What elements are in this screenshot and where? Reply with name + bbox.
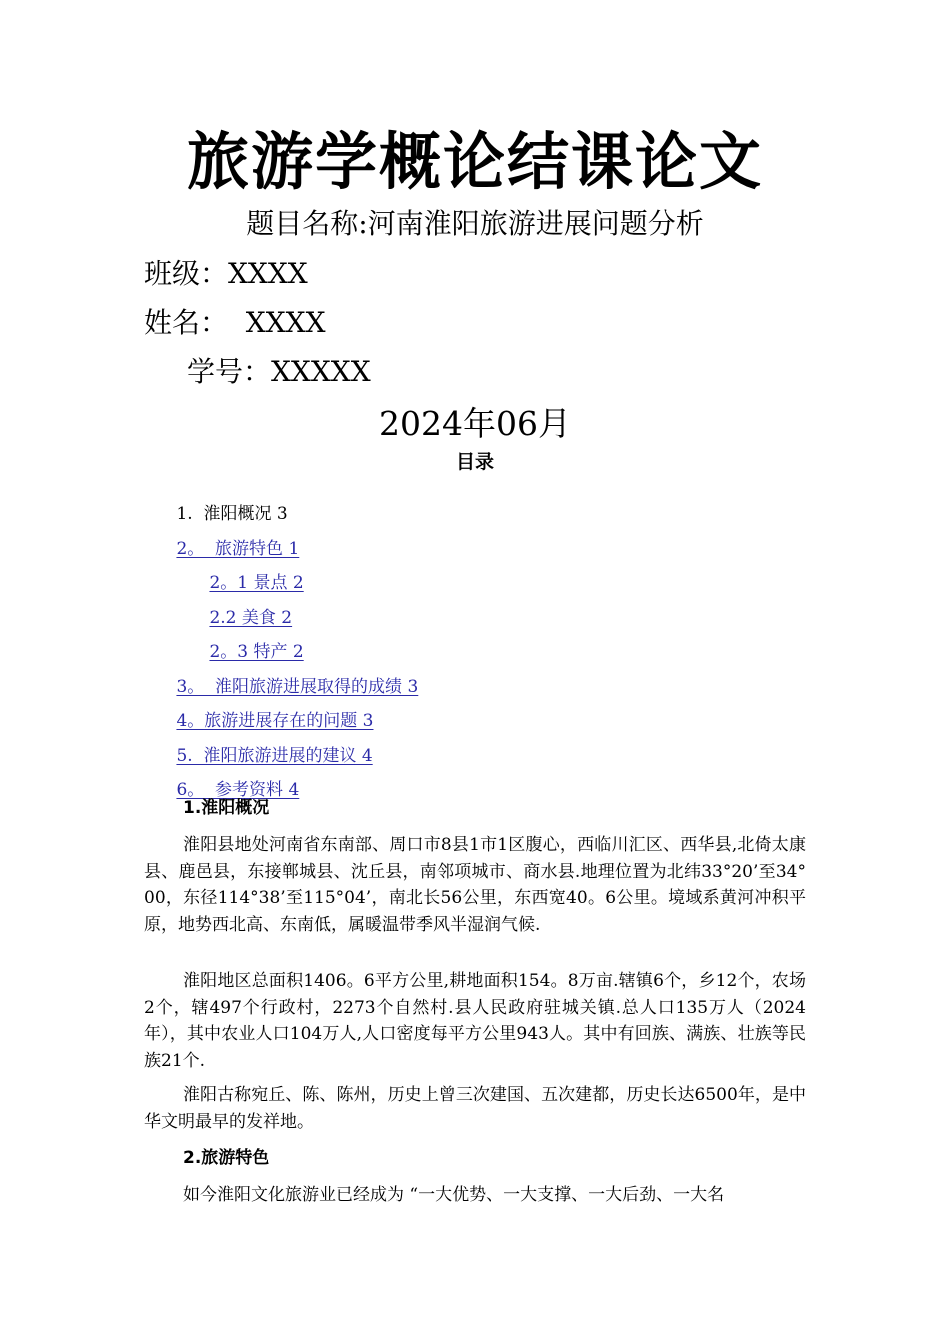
section-2-paragraph-1: 如今淮阳文化旅游业已经成为 “一大优势、一大支撑、一大后劲、一大名 xyxy=(183,1185,725,1205)
document-subtitle: 题目名称:河南淮阳旅游进展问题分析 xyxy=(246,207,704,240)
student-id-line: 学号：XXXXX xyxy=(187,355,371,388)
toc-link[interactable]: 2。 旅游特色 1 xyxy=(176,538,300,559)
section-heading-2: 2.旅游特色 xyxy=(183,1148,270,1168)
document-date: 2024年06月 xyxy=(379,404,571,443)
toc-link[interactable]: 2。1 景点 2 xyxy=(209,573,304,593)
toc-link[interactable]: 5. 淮阳旅游进展的建议 4 xyxy=(176,745,373,766)
section-1-paragraph-2: 淮阳地区总面积1406。6平方公里,耕地面积154。8万亩.辖镇6个，乡12个，农场2个，辖497个行政村，2273个自然村.县人民政府驻城关镇.总人口135万人（2024年），其中农业人口104万人,人口密度每平方公里943人。其中有回族、满族、壮族等民族21个. xyxy=(144,971,806,1071)
section-heading-1: 1.淮阳概况 xyxy=(183,798,270,818)
section-1-paragraph-3: 淮阳古称宛丘、陈、陈州，历史上曾三次建国、五次建都，历史长达6500年，是中华文明最早的发祥地。 xyxy=(144,1085,806,1132)
toc-item-1 xyxy=(144,472,824,524)
toc-link[interactable]: 4。旅游进展存在的问题 3 xyxy=(176,711,374,731)
section-1-paragraph-1: 淮阳县地处河南省东南部、周口市8县1市1区腹心，西临川汇区、西华县,北倚太康县、鹿邑县，东接郸城县、沈丘县，南邻项城市、商水县.地理位置为北纬33°20’至34°00，东径114°38’至115°04’，南北长56公里，东西宽40。6公里。境域系黄河冲积平原，地势西北高、东南低，属暖温带季风半湿润气候. xyxy=(144,835,806,935)
name-line: 姓名： XXXX xyxy=(144,306,326,339)
toc-link[interactable]: 6。 参考资料 4 xyxy=(176,780,300,800)
class-line: 班级：XXXX xyxy=(144,257,308,290)
document-title: 旅游学概论结课论文 xyxy=(186,125,763,198)
toc-title: 目录 xyxy=(455,451,494,473)
table-of-contents xyxy=(144,472,824,800)
toc-item-text: 1. 淮阳概况 3 xyxy=(176,504,288,524)
toc-link[interactable]: 2.2 美食 2 xyxy=(209,607,293,628)
toc-link[interactable]: 3。 淮阳旅游进展取得的成绩 3 xyxy=(176,676,419,697)
toc-link[interactable]: 2。3 特产 2 xyxy=(209,642,304,662)
